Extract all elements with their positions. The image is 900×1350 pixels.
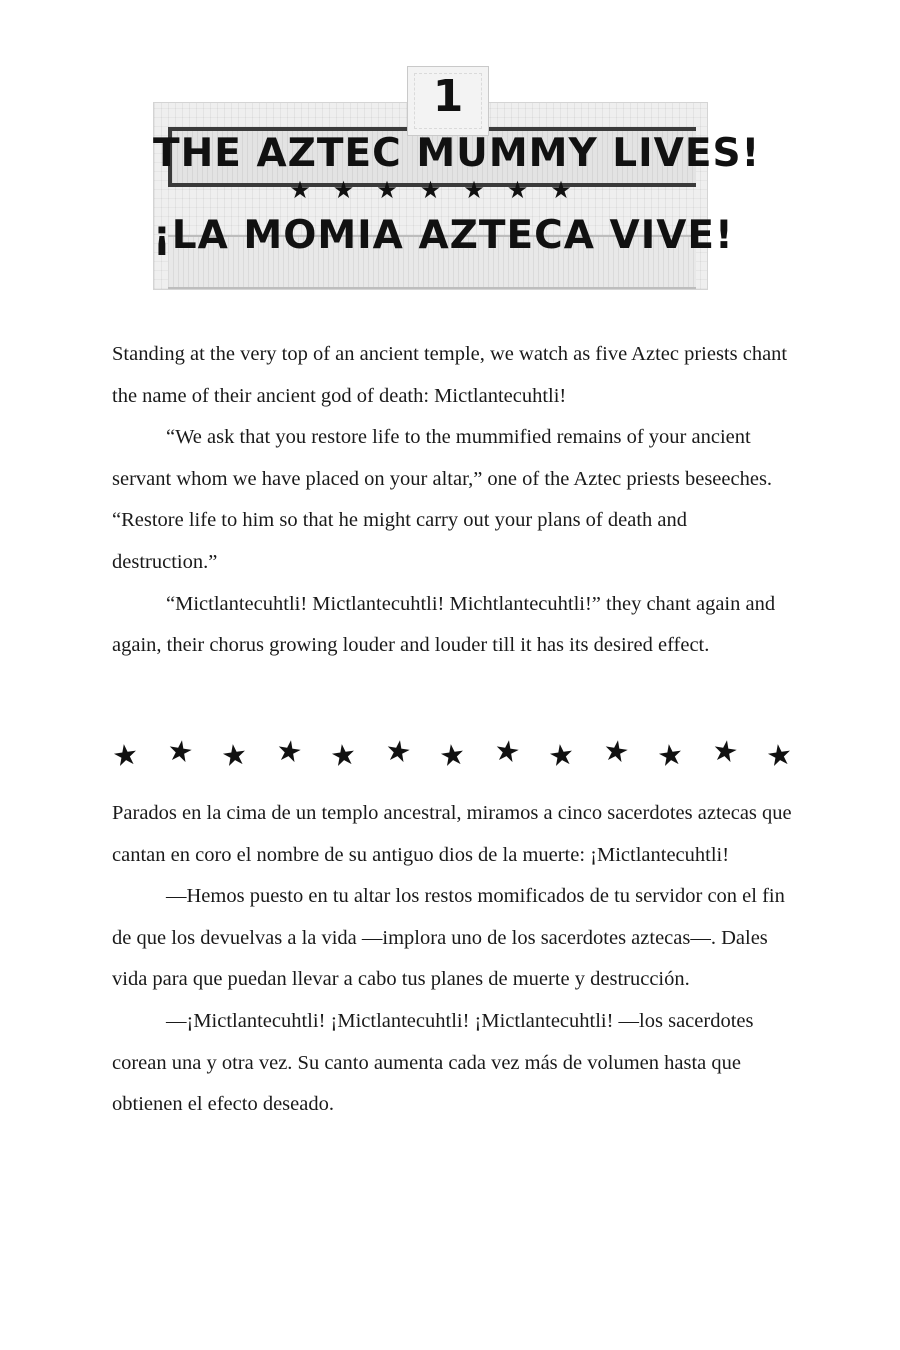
star-icon: ★ <box>655 735 686 774</box>
star-icon: ★ <box>437 735 468 774</box>
star-icon: ★ <box>273 731 305 770</box>
chapter-number: 1 <box>432 71 464 122</box>
paragraph: —¡Mictlantecuhtli! ¡Mictlantecuhtli! ¡Mictlantecuhtli! —los sacerdotes corean una y otra vez. Su canto aumenta cada vez más de volumen hasta que obtienen el efecto deseado. <box>112 1009 754 1116</box>
chapter-title-spanish: ¡LA MOMIA AZTECA VIVE! <box>153 213 734 258</box>
chapter-title-english: THE AZTEC MUMMY LIVES! <box>153 131 761 176</box>
paragraph: —Hemos puesto en tu altar los restos momificados de tu servidor con el fin de que los devuelvas a la vida —implora uno de los sacerdotes aztecas—. Dales vida para que puedan llevar a cabo tus planes de muerte y destrucción. <box>112 885 785 991</box>
star-icon: ★ <box>491 731 523 770</box>
paragraph: Standing at the very top of an ancient temple, we watch as five Aztec priests chant the name of their ancient god of death: Mictlantecuhtli! <box>112 343 788 407</box>
spanish-text <box>112 793 792 1126</box>
english-text <box>112 334 792 667</box>
paragraph: Parados en la cima de un templo ancestral, miramos a cinco sacerdotes aztecas que cantan en coro el nombre de su antiguo dios de la muerte: ¡Mictlantecuhtli! <box>112 802 792 866</box>
star-divider <box>110 731 795 774</box>
star-icon: ★ <box>110 735 141 774</box>
star-icon: ★ <box>382 731 414 770</box>
chapter-header <box>153 62 761 290</box>
paragraph: “We ask that you restore life to the mummified remains of your ancient servant whom we have placed on your altar,” one of the Aztec priests beseeches. “Restore life to him so that he might carry out your plans of death and destruction.” <box>112 426 773 573</box>
star-icon: ★ <box>764 735 795 774</box>
star-icon: ★ <box>219 735 250 774</box>
paragraph: “Mictlantecuhtli! Mictlantecuhtli! Michtlantecuhtli!” they chant again and again, their chorus growing louder and louder till it has its desired effect. <box>112 592 776 657</box>
star-icon: ★ <box>328 735 359 774</box>
star-icon: ★ <box>546 735 577 774</box>
star-icon: ★ <box>709 731 741 770</box>
star-icon: ★ <box>600 731 632 770</box>
chapter-number-box <box>407 66 489 136</box>
star-icon: ★ <box>164 731 196 770</box>
title-star-ornament: ★★★★★★★ <box>289 176 594 204</box>
